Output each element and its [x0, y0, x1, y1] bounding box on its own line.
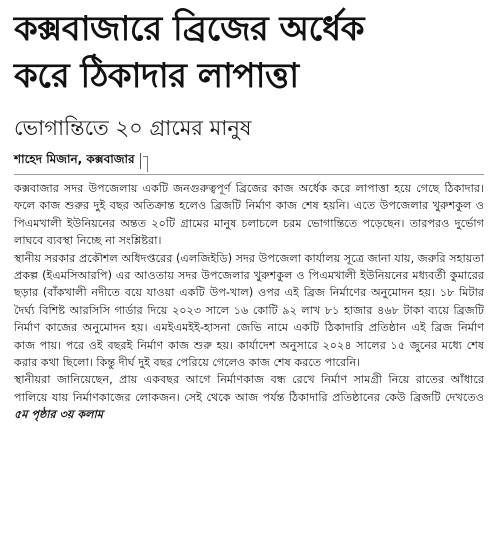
byline-text: শাহেদ মিজান, কক্সবাজার [14, 152, 135, 166]
headline [14, 6, 484, 100]
byline-corner-mark [143, 156, 148, 172]
headline-line-2: করে ঠিকাদার লাপাত্তা [14, 56, 299, 96]
byline [14, 150, 148, 172]
body-paragraph-3 [14, 371, 484, 423]
continuation-note: ৫ম পৃষ্ঠার ৩য় কলাম [14, 408, 103, 422]
article-body [14, 180, 484, 424]
body-paragraph-2: স্থানীয় সরকার প্রকৌশল অধিদপ্তরের (এলজিইডি) সদর উপজেলা কার্যালয় সূত্রে জানা যায়, জরুরি সহায়তা প্রকল্প (ইএমসিআরপি) এর আওতায় সদর উপজেলার খুরুশকুল ও পিএমখালী ইউনিয়নের মধ্যবর্তী কুমারের ছড়ার (বাঁকখালী নদীতে বয়ে যাওয়া একটি উপ-খাল) ওপর এই ব্রিজ নির্মাণের অনুমোদন হয়। ১৮ মিটার দৈর্ঘ্য বিশিষ্ট আরসিসি গার্ডার দিয়ে ২০২৩ সালে ১৬ কোটি ৯২ লাখ ৮১ হাজার ৪৬৮ টাকা ব্যয়ে ব্রিজটি নির্মাণ কাজের অনুমোদন হয়। এমইএমইই-হাসনা জেভি নামে একটি ঠিকাদারি প্রতিষ্ঠান এই ব্রিজ নির্মাণ কাজ পায়। পরে ওই বছরই নির্মাণ কাজ শুরু হয়। কার্যাদেশ অনুসারে ২০২৪ সালের ১৫ জুনের মধ্যে শেষ করার কথা ছিলো। কিন্তু দীর্ঘ দুই বছর পেরিয়ে গেলেও কাজ শেষ করতে পারেনি। [14, 251, 484, 370]
headline-line-1: কক্সবাজারে ব্রিজের অর্ধেক [14, 9, 365, 49]
subheadline: ভোগান্তিতে ২০ গ্রামের মানুষ [14, 116, 252, 140]
body-paragraph-3-text: স্থানীয়রা জানিয়েছেন, প্রায় একবছর আগে নির্মাণকাজ বন্ধ রেখে নির্মাণ সামগ্রী নিয়ে রাতের আঁধারে পালিয়ে যায় নির্মাণকাজের লোকজন। সেই থেকে আজ পর্যন্ত ঠিকাদারি প্রতিষ্ঠানের কেউ ব্রিজটি দেখতেও [14, 373, 484, 404]
byline-separator [140, 153, 141, 169]
header-divider [14, 174, 484, 175]
body-paragraph-1: কক্সবাজার সদর উপজেলায় একটি জনগুরুত্বপূর্ণ ব্রিজের কাজ অর্ধেক করে লাপাত্তা হয়ে গেছে ঠিকাদার। ফলে কাজ শুরুর দুই বছর অতিক্রান্ত হলেও ব্রিজটি নির্মাণ কাজ শেষ হয়নি। এতে উপজেলার খুরুশকুল ও পিএমখালী ইউনিয়নের অন্তত ২০টি গ্রামের মানুষ চলাচলে চরম ভোগান্তিতে পড়েছেন। তারপরও দুর্ভোগ লাঘবে ব্যবস্থা নিচ্ছে না সংশ্লিষ্টরা। [14, 182, 484, 248]
